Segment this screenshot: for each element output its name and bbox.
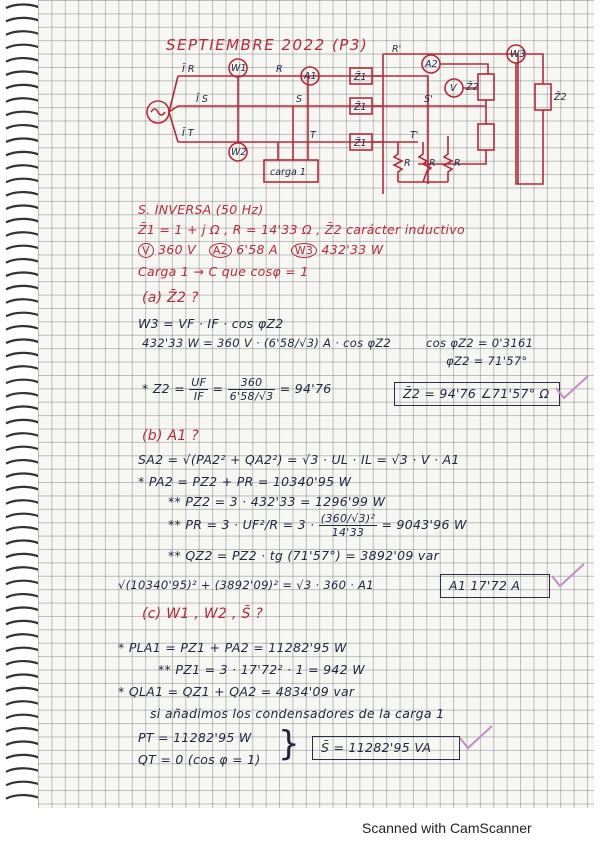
voltmeter-icon: V: [138, 243, 154, 258]
node-r: R: [276, 64, 283, 75]
given-line-4: Carga 1 → C que cosφ = 1: [138, 264, 309, 279]
label-carga: carga 1: [270, 167, 306, 178]
part-c-line-5: PT = 11282'95 W: [138, 730, 252, 745]
brace: }: [278, 724, 300, 764]
ammeter-a2-icon: A2: [209, 243, 232, 258]
node-sp: S': [424, 94, 433, 105]
given-line-1: S. INVERSA (50 Hz): [138, 202, 264, 217]
meter-a1: A1: [304, 71, 317, 82]
part-a-line-1: W3 = VF · IF · cos φZ2: [138, 316, 284, 331]
label-res-3: R: [454, 158, 461, 169]
part-b-line-4: ** PR = 3 · UF²/R = 3 · $\frac{\text{(360/√3)²}}{14'33}$ = 9043'96 W: [168, 512, 467, 539]
label-ir: Ī R: [182, 64, 195, 75]
result-a1: A1 17'72 A: [449, 578, 521, 593]
result-box-a: [394, 382, 560, 406]
given-line-3: [138, 242, 383, 258]
result-box-c: [312, 736, 460, 760]
part-b-line-6: √(10340'95)² + (3892'09)² = √3 · 360 · A1: [118, 578, 374, 592]
part-b-line-2: * PA2 = PZ2 + PR = 10340'95 W: [138, 474, 352, 489]
meter-v: V: [450, 83, 457, 94]
node-tp: T': [410, 130, 419, 141]
part-b-line-3: ** PZ2 = 3 · 432'33 = 1296'99 W: [168, 494, 386, 509]
label-z2-right: Z̄2: [554, 92, 567, 103]
node-s: S: [296, 94, 303, 105]
circuit-diagram: [38, 44, 594, 204]
node-rp: R': [392, 44, 402, 55]
grid-paper: [38, 0, 594, 808]
node-t: T: [310, 130, 316, 141]
label-it: Ī T: [182, 128, 194, 139]
part-a-line-3: * Z2 = $\frac{UF}{IF}$ = $\frac{360}{6'58/√3}$ = 94'76: [142, 376, 332, 403]
result-s: S̄ = 11282'95 VA: [321, 740, 432, 755]
part-c-line-4: si añadimos los condensadores de la carga 1: [150, 706, 445, 721]
meter-w3: W3: [510, 49, 526, 60]
part-c-line-3: * QLA1 = QZ1 + QA2 = 4834'09 var: [118, 684, 355, 699]
given-line-2: Z̄1 = 1 + j Ω , R = 14'33 Ω , Z̄2 carácter inductivo: [138, 222, 465, 237]
part-c-heading: (c) W1 , W2 , S̄ ?: [142, 606, 264, 622]
part-a-line-2: 432'33 W = 360 V · (6'58/√3) A · cos φZ2: [142, 336, 392, 350]
part-a-heading: (a) Z̄2 ?: [142, 290, 199, 306]
part-b-line-5: ** QZ2 = PZ2 · tg (71'57°) = 3892'09 var: [168, 548, 440, 563]
scanner-watermark: Scanned with CamScanner: [362, 820, 532, 836]
label-z1-t: Z̄1: [354, 138, 367, 149]
label-z1-s: Z̄1: [354, 102, 367, 113]
part-c-line-2: ** PZ1 = 3 · 17'72² · 1 = 942 W: [158, 662, 365, 677]
wattmeter-w3-value: 432'33 W: [321, 242, 384, 257]
label-z1-r: Z̄1: [354, 72, 367, 83]
meter-w2: W2: [231, 147, 247, 158]
meter-a2: A2: [425, 59, 438, 70]
label-res-2: R: [429, 158, 436, 169]
part-b-line-1: SA2 = √(PA2² + QA2²) = √3 · UL · IL = √3 · V · A1: [138, 452, 460, 467]
part-a-phi: φZ2 = 71'57°: [446, 354, 528, 368]
result-box-b: [440, 574, 550, 598]
check-mark-a: [552, 372, 592, 402]
label-is: Ī S: [196, 94, 208, 105]
check-mark-b: [548, 560, 588, 590]
part-c-line-1: * PLA1 = PZ1 + PA2 = 11282'95 W: [118, 640, 347, 655]
label-z2: Z̄2: [466, 82, 479, 93]
part-c-line-6: QT = 0 (cos φ = 1): [138, 752, 261, 767]
part-b-heading: (b) A1 ?: [142, 428, 200, 444]
meter-w1: W1: [231, 63, 247, 74]
label-res-1: R: [404, 158, 411, 169]
ammeter-a2-value: 6'58 A: [236, 242, 278, 257]
page-title: SEPTIEMBRE 2022 (P3): [166, 36, 369, 54]
part-a-cos: cos φZ2 = 0'3161: [426, 336, 534, 350]
wattmeter-w3-icon: W3: [291, 243, 317, 258]
check-mark-c: [456, 722, 496, 752]
voltmeter-value: 360 V: [158, 242, 196, 257]
result-z2: Z̄2 = 94'76 ∠71'57° Ω: [403, 386, 550, 401]
